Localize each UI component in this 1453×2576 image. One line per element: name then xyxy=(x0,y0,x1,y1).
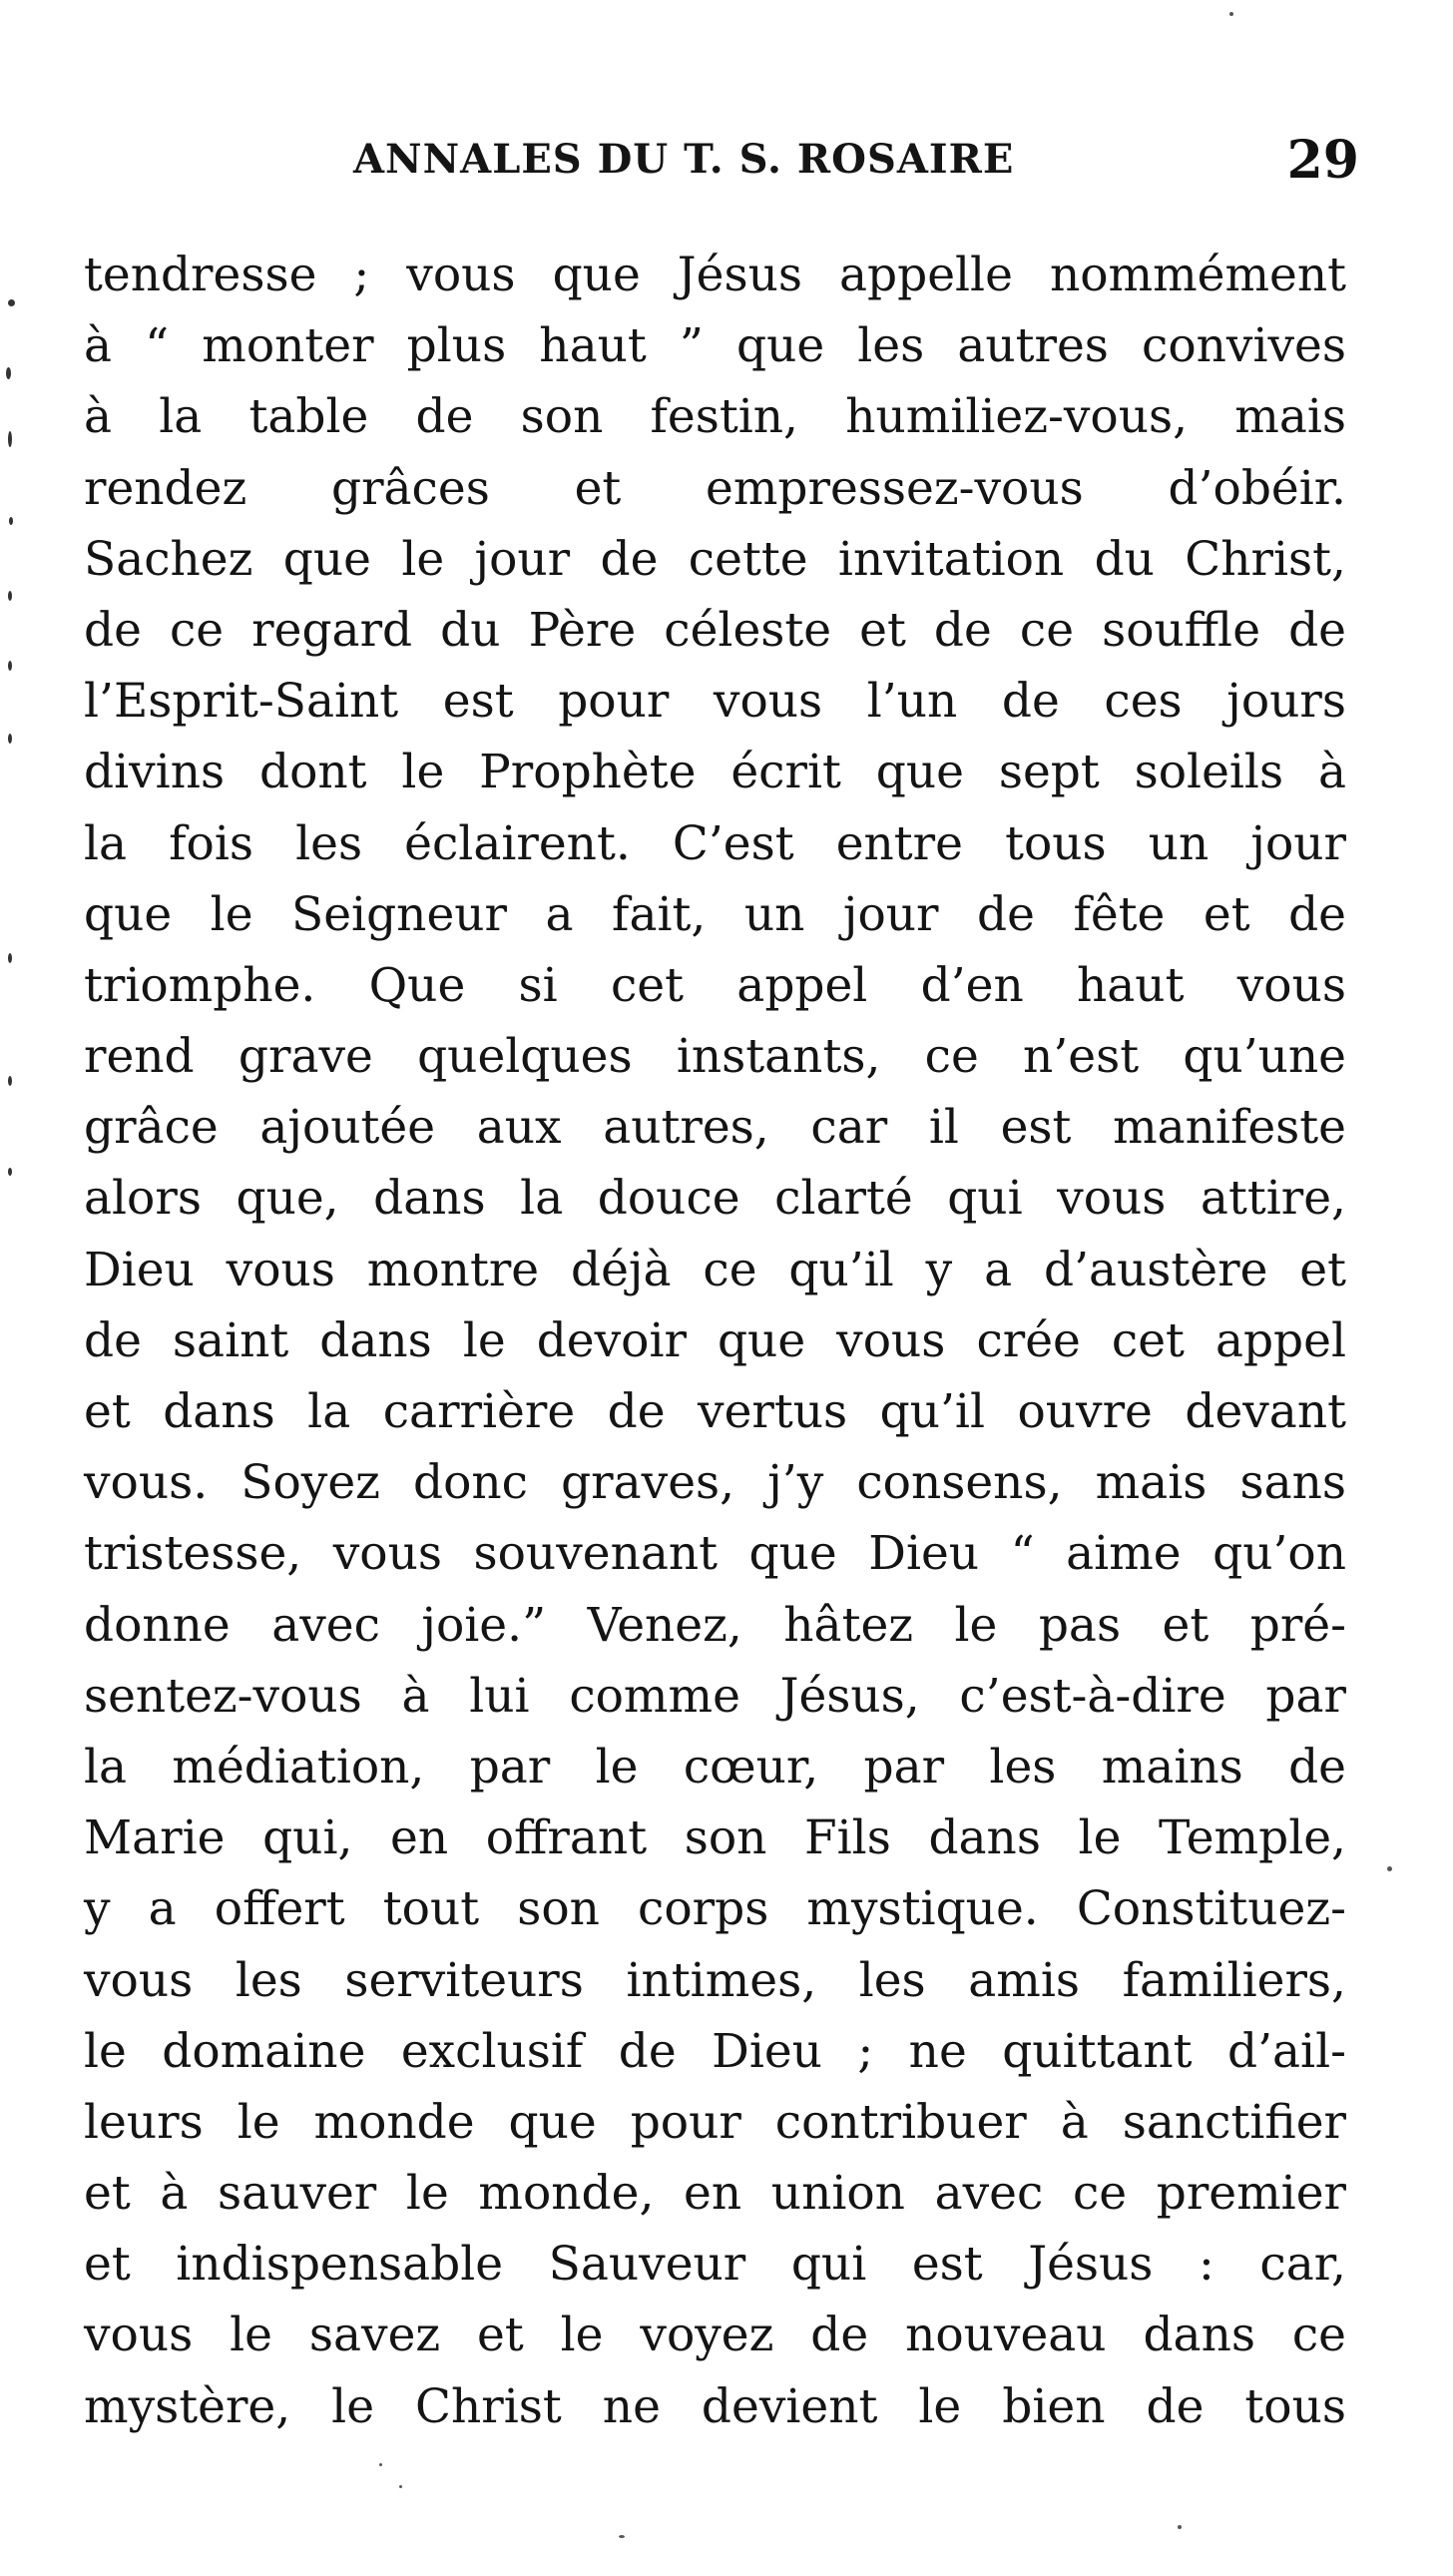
scan-speck xyxy=(6,367,11,379)
text-line: le domaine exclusif de Dieu ; ne quittant d’ail- xyxy=(84,2023,1346,2079)
scan-speck xyxy=(619,2535,625,2538)
scan-speck xyxy=(8,734,12,744)
scan-speck xyxy=(8,431,12,447)
text-line: de ce regard du Père céleste et de ce souffle de xyxy=(84,602,1346,658)
text-line: et indispensable Sauveur qui est Jésus : car, xyxy=(84,2237,1346,2293)
margin-scan-marks xyxy=(0,0,40,2576)
text-line: divins dont le Prophète écrit que sept soleils à xyxy=(84,745,1346,800)
text-line: tristesse, vous souvenant que Dieu “ aime qu’on xyxy=(84,1526,1346,1582)
running-title: ANNALES DU T. S. ROSAIRE xyxy=(353,136,1015,183)
text-line: Marie qui, en offrant son Fils dans le Temple, xyxy=(84,1810,1346,1866)
text-line: sentez-vous à lui comme Jésus, c’est-à-dire par xyxy=(84,1668,1346,1724)
text-line: à la table de son festin, humiliez-vous, mais xyxy=(84,389,1346,445)
text-line: et à sauver le monde, en union avec ce premier xyxy=(84,2166,1346,2222)
scan-speck xyxy=(1178,2525,1182,2529)
scan-speck xyxy=(8,1168,12,1176)
page-number: 29 xyxy=(1286,130,1359,191)
text-line: tendresse ; vous que Jésus appelle nommément xyxy=(84,248,1346,302)
text-line: de saint dans le devoir que vous crée cet appel xyxy=(84,1312,1346,1368)
text-line: mystère, le Christ ne devient le bien de tous xyxy=(84,2378,1346,2434)
text-line: donne avec joie.” Venez, hâtez le pas et pré- xyxy=(84,1597,1346,1653)
running-head xyxy=(84,130,1359,196)
scan-speck xyxy=(379,2463,382,2466)
text-line: Sachez que le jour de cette invitation du Christ, xyxy=(84,531,1346,587)
text-line: à “ monter plus haut ” que les autres convives xyxy=(84,318,1346,374)
text-line: vous les serviteurs intimes, les amis familiers, xyxy=(84,1952,1346,2008)
scan-speck xyxy=(8,299,15,306)
text-line: rendez grâces et empressez-vous d’obéir. xyxy=(84,460,1346,516)
text-line: vous le savez et le voyez de nouveau dans ce xyxy=(84,2308,1346,2363)
text-line: Dieu vous montre déjà ce qu’il y a d’austère et xyxy=(84,1242,1346,1297)
text-line: alors que, dans la douce clarté qui vous attire, xyxy=(84,1171,1346,1227)
text-line: vous. Soyez donc graves, j’y consens, mais sans xyxy=(84,1455,1346,1511)
scan-speck xyxy=(8,661,12,671)
body-text xyxy=(84,240,1346,2442)
scan-speck xyxy=(1229,12,1233,16)
text-line: y a offert tout son corps mystique. Constituez- xyxy=(84,1881,1346,1937)
text-line: rend grave quelques instants, ce n’est qu’une xyxy=(84,1029,1346,1085)
scan-speck xyxy=(399,2485,402,2488)
scan-speck xyxy=(1387,1866,1392,1871)
text-line: que le Seigneur a fait, un jour de fête et de xyxy=(84,886,1346,942)
text-line: leurs le monde que pour contribuer à sanctifier xyxy=(84,2094,1346,2150)
scan-speck xyxy=(8,591,12,601)
text-line: l’Esprit-Saint est pour vous l’un de ces jours xyxy=(84,674,1346,730)
text-line: triomphe. Que si cet appel d’en haut vous xyxy=(84,957,1346,1013)
text-line: la fois les éclairent. C’est entre tous un jour xyxy=(84,815,1346,871)
text-line: grâce ajoutée aux autres, car il est manifeste xyxy=(84,1100,1346,1156)
scan-speck xyxy=(8,953,12,963)
text-line: la médiation, par le cœur, par les mains de xyxy=(84,1739,1346,1795)
scan-speck xyxy=(9,517,13,525)
scan-speck xyxy=(8,1076,12,1086)
text-line: et dans la carrière de vertus qu’il ouvre devant xyxy=(84,1384,1346,1439)
